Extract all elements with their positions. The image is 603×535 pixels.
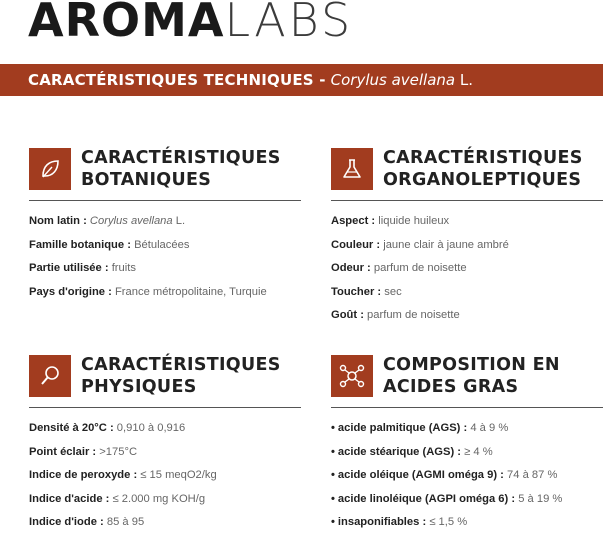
info-row: • acide palmitique (AGS) : 4 à 9 % — [331, 422, 509, 434]
section-title: CARACTÉRISTIQUES BOTANIQUES — [81, 148, 281, 190]
info-row: Partie utilisée : fruits — [29, 262, 136, 274]
info-row: Indice de peroxyde : ≤ 15 meqO2/kg — [29, 469, 217, 481]
section-title: CARACTÉRISTIQUES ORGANOLEPTIQUES — [383, 148, 583, 190]
info-row: • acide stéarique (AGS) : ≥ 4 % — [331, 445, 493, 458]
divider — [29, 200, 301, 201]
info-row: Indice d'iode : 85 à 95 — [29, 516, 145, 528]
section-banner — [0, 64, 603, 96]
logo-bold: AROMA — [28, 0, 225, 47]
banner-species: Corylus avellana — [330, 71, 456, 89]
flask-icon — [331, 148, 373, 190]
banner-title: CARACTÉRISTIQUES TECHNIQUES - — [28, 71, 326, 89]
info-row: Aspect : liquide huileux — [331, 215, 450, 227]
divider — [331, 200, 603, 201]
info-row: • acide oléique (AGMI oméga 9) : 74 à 87 % — [331, 469, 558, 481]
section-acides-gras — [331, 348, 603, 535]
section-physiques — [29, 348, 301, 535]
leaf-icon — [29, 148, 71, 190]
info-row: Indice d'acide : ≤ 2.000 mg KOH/g — [29, 492, 206, 505]
info-row: Goût : parfum de noisette — [331, 309, 460, 321]
divider — [331, 407, 603, 408]
molecule-icon — [331, 355, 373, 397]
info-row: Densité à 20°C : 0,910 à 0,916 — [29, 422, 186, 434]
info-row: • insaponifiables : ≤ 1,5 % — [331, 516, 468, 528]
section-title: COMPOSITION EN ACIDES GRAS — [383, 355, 560, 397]
info-row: Pays d'origine : France métropolitaine, Turquie — [29, 285, 267, 298]
info-row: Nom latin : Corylus avellana L. — [29, 215, 186, 227]
info-row: • acide linoléique (AGPI oméga 6) : 5 à 19 % — [331, 492, 563, 505]
info-row: Couleur : jaune clair à jaune ambré — [331, 238, 509, 251]
banner-suffix: L. — [455, 71, 474, 89]
info-row: Toucher : sec — [331, 285, 402, 298]
section-title: CARACTÉRISTIQUES PHYSIQUES — [81, 355, 281, 397]
section-organoleptiques — [331, 141, 603, 328]
section-botaniques — [29, 141, 301, 304]
info-row: Famille botanique : Bétulacées — [29, 238, 190, 251]
logo-light: LABS — [224, 0, 354, 47]
brand-logo — [28, 0, 353, 46]
magnifier-icon — [29, 355, 71, 397]
divider — [29, 407, 301, 408]
info-row: Point éclair : >175°C — [29, 445, 138, 458]
info-row: Odeur : parfum de noisette — [331, 262, 467, 274]
